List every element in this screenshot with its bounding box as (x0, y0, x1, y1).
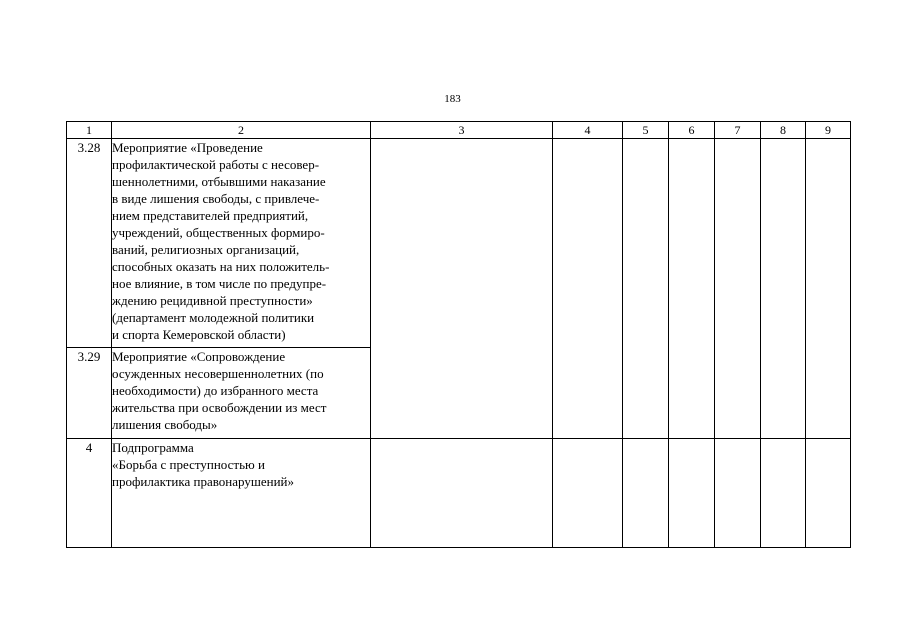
description-line: лишения свободы» (112, 417, 218, 432)
row-description (112, 439, 371, 548)
description-line: осужденных несовершеннолетних (по (112, 366, 324, 381)
cell-col-6-merged (669, 139, 715, 439)
description-line: ваний, религиозных организаций, (112, 242, 300, 257)
column-header-1: 1 (67, 122, 112, 139)
cell-col-8 (761, 439, 806, 548)
cell-col-9 (806, 439, 851, 548)
description-line: профилактика правонарушений» (112, 474, 294, 489)
description-line: ждению рецидивной преступности» (112, 293, 313, 308)
description-line: шеннолетними, отбывшими наказание (112, 174, 326, 189)
description-line: и спорта Кемеровской области) (112, 327, 286, 342)
description-line: в виде лишения свободы, с привлече- (112, 191, 320, 206)
row-number: 4 (67, 439, 112, 548)
column-header-2: 2 (112, 122, 371, 139)
cell-col-9-merged (806, 139, 851, 439)
column-header-3: 3 (371, 122, 553, 139)
description-line: профилактической работы с несовер- (112, 157, 320, 172)
description-line: «Борьба с преступностью и (112, 457, 265, 472)
cell-col-6 (669, 439, 715, 548)
column-header-7: 7 (715, 122, 761, 139)
column-header-9: 9 (806, 122, 851, 139)
page-number: 183 (444, 93, 461, 105)
table-row (67, 139, 851, 348)
description-line: Подпрограмма (112, 440, 194, 455)
row-description (112, 139, 371, 348)
column-header-5: 5 (623, 122, 669, 139)
description-line: Мероприятие «Проведение (112, 140, 263, 155)
table-row (67, 439, 851, 548)
description-line: способных оказать на них положитель- (112, 259, 330, 274)
description-line: ное влияние, в том числе по предупре- (112, 276, 327, 291)
row-number: 3.29 (67, 348, 112, 439)
description-line: необходимости) до избранного места (112, 383, 319, 398)
description-line: нием представителей предприятий, (112, 208, 309, 223)
description-line: учреждений, общественных формиро- (112, 225, 325, 240)
cell-col-8-merged (761, 139, 806, 439)
cell-col-7 (715, 439, 761, 548)
program-table (66, 121, 851, 548)
cell-col-5-merged (623, 139, 669, 439)
column-header-6: 6 (669, 122, 715, 139)
cell-col-4 (553, 439, 623, 548)
row-number: 3.28 (67, 139, 112, 348)
cell-col-3 (371, 439, 553, 548)
cell-col-4-merged (553, 139, 623, 439)
description-line: жительства при освобождении из мест (112, 400, 327, 415)
cell-col-3-merged (371, 139, 553, 439)
column-header-4: 4 (553, 122, 623, 139)
row-description (112, 348, 371, 439)
cell-col-7-merged (715, 139, 761, 439)
description-line: (департамент молодежной политики (112, 310, 315, 325)
cell-col-5 (623, 439, 669, 548)
column-header-8: 8 (761, 122, 806, 139)
table-header-row (67, 122, 851, 139)
description-line: Мероприятие «Сопровождение (112, 349, 286, 364)
